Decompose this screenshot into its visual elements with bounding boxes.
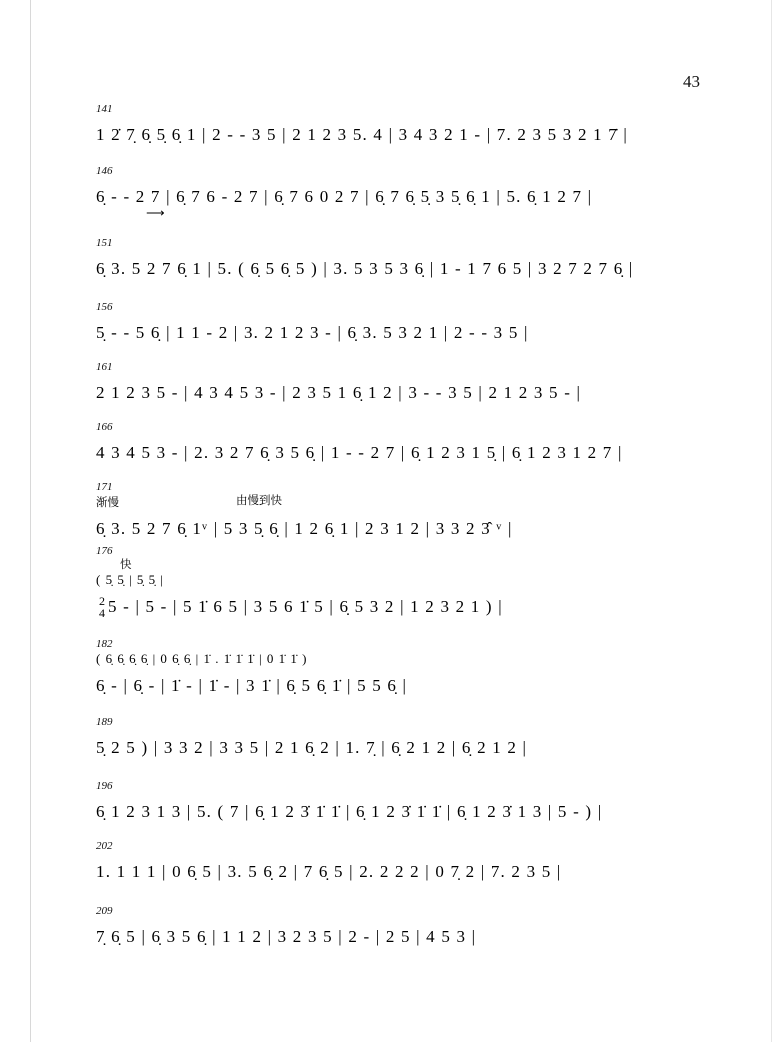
measure-number: 182 [96,638,113,650]
measure-number: 146 [96,165,113,177]
notation-text: 6̣ 1 2 3 1 3 | 5. ( 7 | 6̣ 1 2 3̇ 1̇ 1̇ | 6̣ 1 2 3̇ 1̇ 1̇ | 6̣ 1 2 3̇ 1 3 | 5 - ) | [96,802,603,821]
notation-text: 5̣ 2 5 ) | 3 3 2 | 3 3 5 | 2 1 6̣ 2 | 1. 7̣ | 6̣ 2 1 2 | 6̣ 2 1 2 | [96,738,528,757]
notation-text: 1 2̇ 7̣ 6̣ 5̣ 6̣ 1 | 2 - - 3 5 | 2 1 2 3 5. 4 | 3 4 3 2 1 - | 7. 2 3 5 3 2 1 7̇ | [96,125,628,144]
staff-line [96,918,696,952]
notation-text: 6̣ - | 6̣ - | 1̇ - | 1̇ - | 3 1̇ | 6̣ 5 6̣ 1̇ | 5 5 6̣ | [96,676,408,695]
time-signature-numerator: 2 [99,594,105,608]
measure-number: 209 [96,905,113,917]
page-number: 43 [683,72,700,91]
staff-line [96,667,696,701]
notation-text: 5̣ - - 5 6̣ | 1 1 - 2 | 3. 2 1 2 3 - | 6̣ 3. 5 3 2 1 | 2 - - 3 5 | [96,323,529,342]
time-signature [96,594,108,622]
staff-line [96,374,696,408]
time-signature-denominator: 4 [99,606,105,620]
music-system [96,237,696,284]
measure-number: 171 [96,481,113,493]
ossia-upper-row: ( 5̣ 5̣ | 5̣ 5̣ | [96,572,165,587]
tempo-marking-slow-to-fast: 由慢到快 [236,495,282,507]
staff-line [96,853,696,887]
tempo-marking-gradually-slower: 渐慢 [96,497,119,509]
measure-number: 141 [96,103,113,115]
music-system [96,481,696,544]
music-system [96,905,696,952]
staff-line [96,588,696,622]
staff-line [96,178,696,212]
crescendo-arrow-icon: ⟶ [146,205,165,220]
notation-text: 7̣ 6̣ 5 | 6̣ 3 5 6̣ | 1 1 2 | 3 2 3 5 | 2 - | 2 5 | 4 5 3 | [96,927,477,946]
staff-line [96,250,696,284]
staff-line [96,314,696,348]
music-system [96,545,696,622]
notation-text: 6̣ 3. 5 2 7 6̣ 1ᵛ | 5 3 5̣ 6̣ | 1 2 6̣ 1 | 2 3 1 2 | 3 3 2 3̂ ᵛ | [96,519,513,538]
music-system [96,165,696,220]
measure-number: 151 [96,237,113,249]
measure-number: 196 [96,780,113,792]
music-system [96,103,696,150]
notation-text: 5 - | 5 - | 5 1̇ 6 5 | 3 5 6 1̇ 5 | 6̣ 5 3 2 | 1 2 3 2 1 ) | [108,597,503,616]
ossia-upper-row: ( 6̣ 6̣ 6̣ 6̣ | 0 6̣ 6̣ | 1̇ . 1̇ 1̇ 1̇ | 0 1̇ 1̇ ) [96,651,308,666]
notation-text: 1. 1 1 1 | 0 6̣ 5 | 3. 5 6̣ 2 | 7 6̣ 5 | 2. 2 2 2 | 0 7̣ 2 | 7. 2 3 5 | [96,862,562,881]
music-system [96,301,696,348]
notation-text: 6̣ 3. 5 2 7 6̣ 1 | 5. ( 6̣ 5 6̣ 5 ) | 3. 5 3 5 3 6̣ | 1 - 1 7 6 5 | 3 2 7 2 7 6̣ | [96,259,634,278]
staff-line [96,434,696,468]
measure-number: 156 [96,301,113,313]
music-system [96,361,696,408]
music-system [96,421,696,468]
measure-number: 189 [96,716,113,728]
music-system [96,716,696,763]
notation-text: 2 1 2 3 5 - | 4 3 4 5 3 - | 2 3 5 1 6̣ 1 2 | 3 - - 3 5 | 2 1 2 3 5 - | [96,383,582,402]
tempo-marking-fast: 快 [120,559,132,571]
music-system [96,780,696,827]
music-system [96,638,696,701]
staff-line [96,116,696,150]
staff-line [96,793,696,827]
measure-number: 166 [96,421,113,433]
notation-text: 4 3 4 5 3 - | 2. 3 2 7 6̣ 3 5 6̣ | 1 - - 2 7 | 6̣ 1 2 3 1 5̣ | 6̣ 1 2 3 1 2 7 | [96,443,623,462]
staff-line [96,729,696,763]
measure-number: 161 [96,361,113,373]
notation-text: 6̣ - - 2 7 | 6̣ 7 6 - 2 7 | 6̣ 7 6 0 2 7 | 6̣ 7 6̣ 5̣ 3 5̣ 6̣ 1 | 5. 6̣ 1 2 7 | [96,187,593,206]
measure-number: 202 [96,840,113,852]
staff-line [96,510,696,544]
music-system [96,840,696,887]
measure-number: 176 [96,545,113,557]
